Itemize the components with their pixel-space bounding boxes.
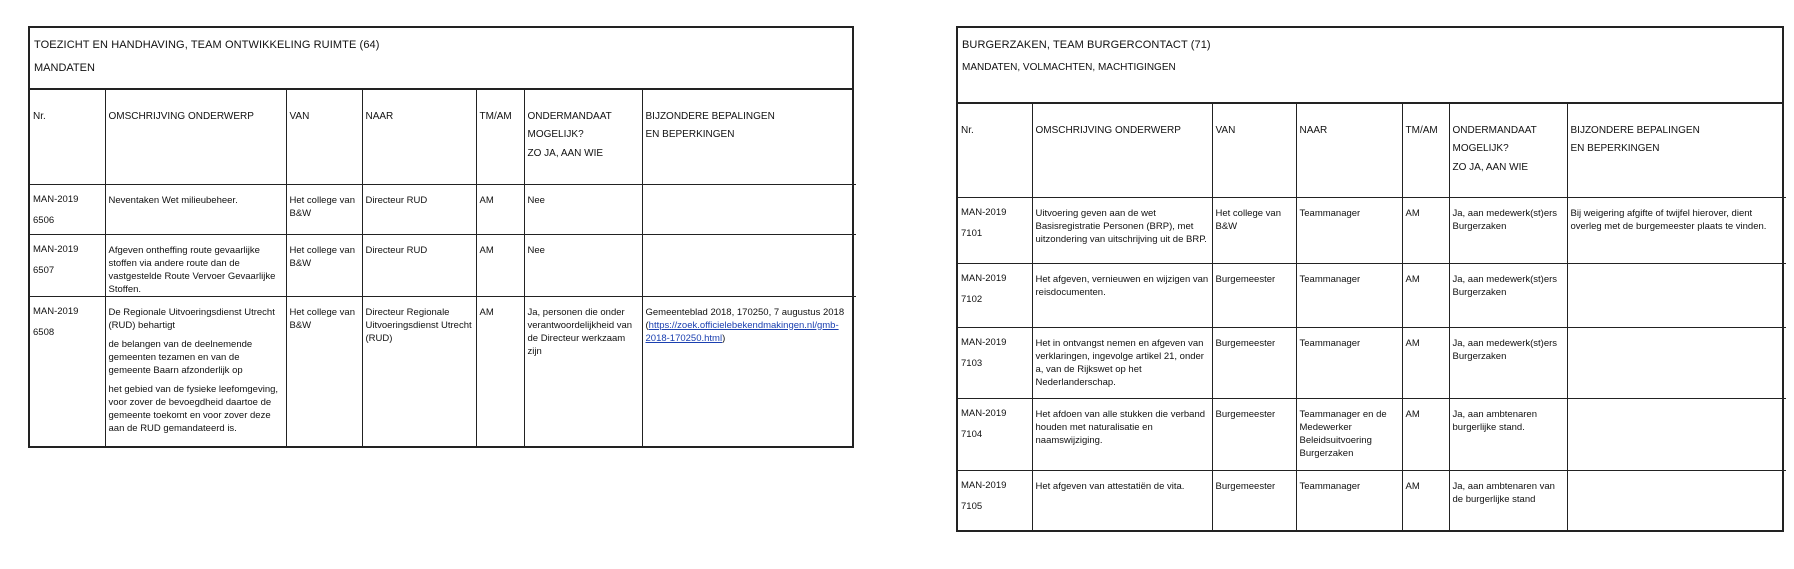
col-header-omschrijving: OMSCHRIJVING ONDERWERP bbox=[1032, 104, 1212, 197]
cell-nr: MAN-2019 7101 bbox=[958, 197, 1032, 263]
cell-naar: Directeur RUD bbox=[362, 234, 476, 296]
cell-nr: MAN-2019 7102 bbox=[958, 263, 1032, 327]
cell-tmam: AM bbox=[1402, 197, 1449, 263]
cell-van: Het college van B&W bbox=[286, 296, 362, 446]
cell-bijzondere bbox=[642, 234, 856, 296]
cell-bijzondere bbox=[1567, 327, 1786, 398]
cell-bijzondere bbox=[1567, 263, 1786, 327]
table-row bbox=[958, 470, 1786, 530]
cell-bijzondere bbox=[642, 184, 856, 234]
cell-tmam: AM bbox=[476, 234, 524, 296]
cell-bijzondere: Bij weigering afgifte of twijfel hierover, dient overleg met de burgemeester plaats te vinden. bbox=[1567, 197, 1786, 263]
cell-tmam: AM bbox=[476, 296, 524, 446]
cell-nr: MAN-2019 6506 bbox=[30, 184, 105, 234]
cell-naar: Teammanager bbox=[1296, 327, 1402, 398]
cell-naar: Teammanager en de Medewerker Beleidsuitvoering Burgerzaken bbox=[1296, 398, 1402, 470]
table-row bbox=[30, 296, 856, 446]
col-header-bijzondere-bepalingen: BIJZONDERE BEPALINGEN EN BEPERKINGEN bbox=[642, 90, 856, 184]
cell-naar: Teammanager bbox=[1296, 470, 1402, 530]
cell-naar: Directeur RUD bbox=[362, 184, 476, 234]
cell-tmam: AM bbox=[1402, 327, 1449, 398]
cell-van: Het college van B&W bbox=[286, 184, 362, 234]
cell-omschrijving: Uitvoering geven aan de wet Basisregistratie Personen (BRP), met uitzondering van uitschrijving uit de BRP. bbox=[1032, 197, 1212, 263]
cell-ondermandaat: Ja, aan medewerk(st)ers Burgerzaken bbox=[1449, 197, 1567, 263]
cell-nr: MAN-2019 7103 bbox=[958, 327, 1032, 398]
table-row bbox=[958, 263, 1786, 327]
table-header-block bbox=[30, 28, 852, 90]
cell-tmam: AM bbox=[1402, 470, 1449, 530]
col-header-nr: Nr. bbox=[30, 90, 105, 184]
mandate-table-left bbox=[28, 26, 854, 448]
column-header-row bbox=[958, 104, 1786, 197]
cell-tmam: AM bbox=[1402, 263, 1449, 327]
col-header-tmam: TM/AM bbox=[1402, 104, 1449, 197]
cell-bijzondere bbox=[1567, 398, 1786, 470]
cell-van: Burgemeester bbox=[1212, 470, 1296, 530]
table-header-block bbox=[958, 28, 1782, 104]
table-row bbox=[958, 197, 1786, 263]
cell-omschrijving: De Regionale Uitvoeringsdienst Utrecht (RUD) behartigt de belangen van de deelnemende gemeenten tezamen en van de gemeente Baarn afzonderlijk op het gebied van de fysieke leefomgeving, voor zover de bevoegdheid daartoe de gemeente toekomt en voor zover deze aan de RUD gemandateerd is. bbox=[105, 296, 286, 446]
gemeenteblad-link[interactable]: https://zoek.officielebekendmakingen.nl/gmb-2018-170250.html bbox=[645, 319, 839, 344]
cell-nr: MAN-2019 7105 bbox=[958, 470, 1032, 530]
cell-ondermandaat: Ja, aan ambtenaren van de burgerlijke stand bbox=[1449, 470, 1567, 530]
cell-ondermandaat: Nee bbox=[524, 234, 642, 296]
section-subtitle: MANDATEN bbox=[34, 62, 95, 74]
cell-van: Burgemeester bbox=[1212, 398, 1296, 470]
cell-omschrijving: Het in ontvangst nemen en afgeven van verklaringen, ingevolge artikel 21, onder a, van de Rijkswet op het Nederlanderschap. bbox=[1032, 327, 1212, 398]
cell-tmam: AM bbox=[476, 184, 524, 234]
cell-ondermandaat: Ja, aan ambtenaren burgerlijke stand. bbox=[1449, 398, 1567, 470]
col-header-van: VAN bbox=[286, 90, 362, 184]
column-header-row bbox=[30, 90, 856, 184]
cell-omschrijving: Het afgeven van attestatiën de vita. bbox=[1032, 470, 1212, 530]
mandate-table bbox=[30, 90, 856, 446]
table-row bbox=[30, 234, 856, 296]
cell-bijzondere: Gemeenteblad 2018, 170250, 7 augustus 2018 (https://zoek.officielebekendmakingen.nl/gmb-2018-170250.html) bbox=[642, 296, 856, 446]
section-title: BURGERZAKEN, TEAM BURGERCONTACT (71) bbox=[962, 39, 1211, 51]
cell-naar: Directeur Regionale Uitvoeringsdienst Utrecht (RUD) bbox=[362, 296, 476, 446]
cell-van: Het college van B&W bbox=[1212, 197, 1296, 263]
table-row bbox=[30, 184, 856, 234]
table-row bbox=[958, 327, 1786, 398]
cell-van: Burgemeester bbox=[1212, 263, 1296, 327]
section-subtitle: MANDATEN, VOLMACHTEN, MACHTIGINGEN bbox=[962, 62, 1176, 73]
cell-ondermandaat: Ja, aan medewerk(st)ers Burgerzaken bbox=[1449, 327, 1567, 398]
cell-bijzondere bbox=[1567, 470, 1786, 530]
cell-nr: MAN-2019 7104 bbox=[958, 398, 1032, 470]
col-header-ondermandaat: ONDERMANDAAT MOGELIJK? ZO JA, AAN WIE bbox=[1449, 104, 1567, 197]
col-header-ondermandaat: ONDERMANDAAT MOGELIJK? ZO JA, AAN WIE bbox=[524, 90, 642, 184]
col-header-nr: Nr. bbox=[958, 104, 1032, 197]
col-header-van: VAN bbox=[1212, 104, 1296, 197]
mandate-table bbox=[958, 104, 1786, 530]
cell-van: Het college van B&W bbox=[286, 234, 362, 296]
section-title: TOEZICHT EN HANDHAVING, TEAM ONTWIKKELING RUIMTE (64) bbox=[34, 39, 380, 51]
col-header-bijzondere-bepalingen: BIJZONDERE BEPALINGEN EN BEPERKINGEN bbox=[1567, 104, 1786, 197]
cell-nr: MAN-2019 6508 bbox=[30, 296, 105, 446]
cell-tmam: AM bbox=[1402, 398, 1449, 470]
col-header-omschrijving: OMSCHRIJVING ONDERWERP bbox=[105, 90, 286, 184]
cell-omschrijving: Het afdoen van alle stukken die verband houden met naturalisatie en naamswijziging. bbox=[1032, 398, 1212, 470]
col-header-naar: NAAR bbox=[362, 90, 476, 184]
cell-omschrijving: Het afgeven, vernieuwen en wijzigen van reisdocumenten. bbox=[1032, 263, 1212, 327]
cell-ondermandaat: Ja, personen die onder verantwoordelijkheid van de Directeur werkzaam zijn bbox=[524, 296, 642, 446]
cell-van: Burgemeester bbox=[1212, 327, 1296, 398]
cell-omschrijving: Afgeven ontheffing route gevaarlijke stoffen via andere route dan de vastgestelde Route Vervoer Gevaarlijke Stoffen. bbox=[105, 234, 286, 296]
cell-naar: Teammanager bbox=[1296, 197, 1402, 263]
col-header-naar: NAAR bbox=[1296, 104, 1402, 197]
table-row bbox=[958, 398, 1786, 470]
cell-ondermandaat: Ja, aan medewerk(st)ers Burgerzaken bbox=[1449, 263, 1567, 327]
cell-ondermandaat: Nee bbox=[524, 184, 642, 234]
cell-naar: Teammanager bbox=[1296, 263, 1402, 327]
mandate-table-right bbox=[956, 26, 1784, 532]
cell-omschrijving: Neventaken Wet milieubeheer. bbox=[105, 184, 286, 234]
cell-nr: MAN-2019 6507 bbox=[30, 234, 105, 296]
col-header-tmam: TM/AM bbox=[476, 90, 524, 184]
